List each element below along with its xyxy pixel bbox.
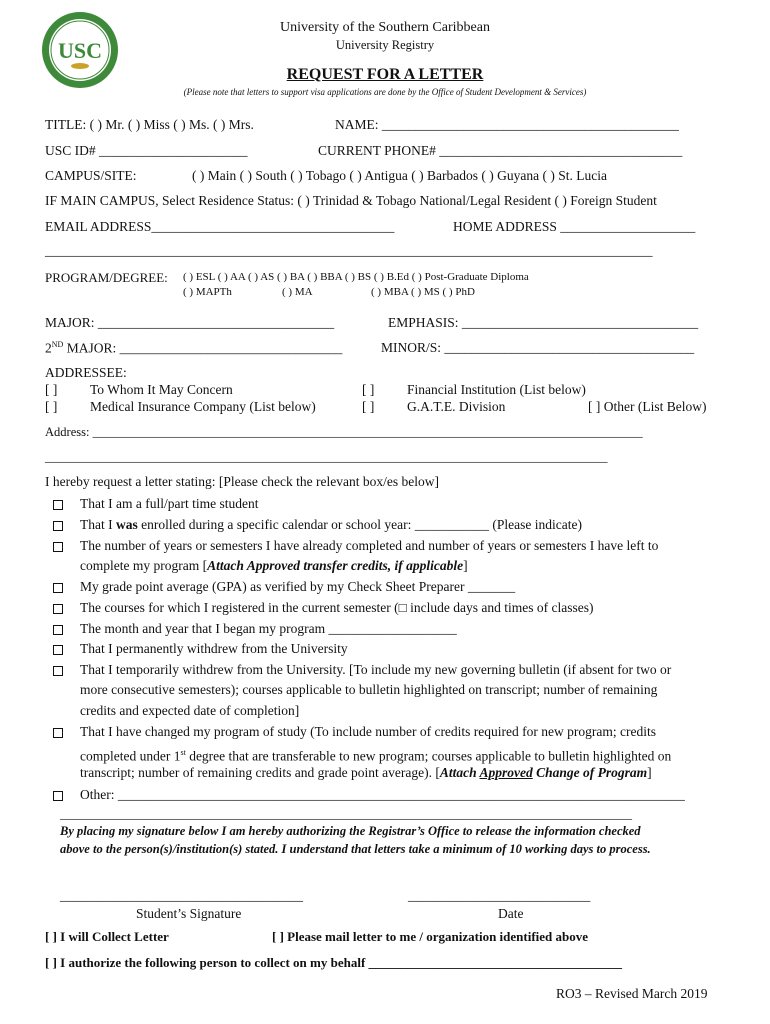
- title-options[interactable]: TITLE: ( ) Mr. ( ) Miss ( ) Ms. ( ) Mrs.: [45, 117, 254, 132]
- address-line-2[interactable]: __________________________________________________________________________________________: [45, 450, 608, 464]
- address-field[interactable]: Address: ________________________________________________________________________________________: [45, 425, 643, 439]
- minor-field[interactable]: MINOR/S: _____________________________________: [381, 340, 695, 355]
- signature-label: Student’s Signature: [136, 906, 242, 921]
- addressee-box[interactable]: [ ]: [362, 382, 375, 397]
- request-temporary-withdraw-cont: more consecutive semesters); courses applicable to bulletin highlighted on transcript; number of remaining: [80, 682, 658, 697]
- authorization-line1: By placing my signature below I am hereby authorizing the Registrar’s Office to release the information checked: [60, 824, 641, 838]
- emphasis-field[interactable]: EMPHASIS: ___________________________________: [388, 315, 699, 330]
- registry-name: University Registry: [335, 38, 435, 52]
- request-courses: The courses for which I registered in the current semester (□ include days and times of classes): [80, 600, 594, 615]
- program-option-ma[interactable]: ( ) MA: [282, 286, 313, 298]
- request-temporary-withdraw-cont2: credits and expected date of completion]: [80, 703, 300, 718]
- request-years-completed-cont: complete my program [Attach Approved transfer credits, if applicable]: [80, 558, 468, 573]
- svg-text:USC: USC: [57, 38, 103, 63]
- addressee-medical: Medical Insurance Company (List below): [90, 399, 316, 414]
- major-field[interactable]: MAJOR: ___________________________________: [45, 315, 335, 330]
- checkbox[interactable]: [53, 666, 63, 676]
- request-other-line2[interactable]: ________________________________________________________________________________________: [60, 806, 632, 821]
- addressee-other[interactable]: [ ] Other (List Below): [588, 399, 707, 414]
- request-permanent-withdraw: That I permanently withdrew from the University: [80, 641, 348, 656]
- authorize-option[interactable]: [ ] I authorize the following person to collect on my behalf _______________________________________: [45, 955, 623, 970]
- program-option-mapth[interactable]: ( ) MAPTh: [183, 286, 232, 298]
- request-enrolled: That I was enrolled during a specific calendar or school year: ___________ (Please indicate): [80, 517, 582, 532]
- checkbox[interactable]: [53, 645, 63, 655]
- request-full-part-time: That I am a full/part time student: [80, 496, 259, 511]
- checkbox[interactable]: [53, 728, 63, 738]
- addressee-box[interactable]: [ ]: [45, 382, 58, 397]
- checkbox[interactable]: [53, 500, 63, 510]
- checkbox[interactable]: [53, 625, 63, 635]
- signature-line[interactable]: ____________________________________: [60, 888, 303, 903]
- addressee-financial: Financial Institution (List below): [407, 382, 586, 397]
- request-changed-program: That I have changed my program of study (To include number of credits required for new program; credits: [80, 724, 656, 739]
- addressee-to-whom: To Whom It May Concern: [90, 382, 233, 397]
- addressee-box[interactable]: [ ]: [45, 399, 58, 414]
- usc-id-field[interactable]: USC ID# ______________________: [45, 143, 248, 158]
- checkbox[interactable]: [53, 542, 63, 552]
- checkbox[interactable]: [53, 583, 63, 593]
- page-title: REQUEST FOR A LETTER: [286, 66, 484, 83]
- mail-option[interactable]: [ ] Please mail letter to me / organization identified above: [272, 929, 589, 944]
- form-revision: RO3 – Revised March 2019: [556, 986, 708, 1001]
- request-intro: I hereby request a letter stating: [Please check the relevant box/es below]: [45, 474, 439, 489]
- checkbox[interactable]: [53, 604, 63, 614]
- checkbox[interactable]: [53, 521, 63, 531]
- home-address-line[interactable]: __________________________________________________________________________________________: [45, 243, 653, 258]
- request-other[interactable]: Other: ____________________________________________________________________________________: [80, 787, 685, 802]
- residence-status[interactable]: IF MAIN CAMPUS, Select Residence Status: ( ) Trinidad & Tobago National/Legal Resident ( ) Foreign Student: [45, 193, 657, 208]
- university-name: University of the Southern Caribbean: [280, 20, 490, 35]
- checkbox[interactable]: [53, 791, 63, 801]
- email-field[interactable]: EMAIL ADDRESS____________________________________: [45, 219, 395, 234]
- addressee-gate: G.A.T.E. Division: [407, 399, 506, 414]
- name-field[interactable]: NAME: ____________________________________________: [335, 117, 679, 132]
- program-label: PROGRAM/DEGREE:: [45, 270, 168, 285]
- second-major-field[interactable]: 2ND MAJOR: _________________________________: [45, 340, 343, 356]
- program-options-row2[interactable]: ( ) MBA ( ) MS ( ) PhD: [371, 286, 475, 298]
- request-changed-program-cont: completed under 1st degree that are transferable to new program; courses applicable to bulletin highlighted on: [80, 748, 672, 764]
- visa-note: (Please note that letters to support visa applications are done by the Office of Student Development & Services): [183, 87, 587, 97]
- collect-option[interactable]: [ ] I will Collect Letter: [45, 929, 169, 944]
- date-line[interactable]: ___________________________: [408, 888, 591, 903]
- campus-options[interactable]: ( ) Main ( ) South ( ) Tobago ( ) Antigua ( ) Barbados ( ) Guyana ( ) St. Lucia: [192, 168, 607, 183]
- request-began-program: The month and year that I began my program ___________________: [80, 621, 457, 636]
- request-changed-program-cont2: transcript; number of remaining credits and grade point average). [Attach Approved Change of Program]: [80, 765, 652, 780]
- request-years-completed: The number of years or semesters I have already completed and number of years or semesters I have left to: [80, 538, 659, 553]
- request-gpa: My grade point average (GPA) as verified by my Check Sheet Preparer _______: [80, 579, 516, 594]
- home-address-field[interactable]: HOME ADDRESS ____________________: [453, 219, 696, 234]
- phone-field[interactable]: CURRENT PHONE# ____________________________________: [318, 143, 683, 158]
- authorization-line2: above to the person(s)/institution(s) stated. I understand that letters take a minimum of 10 working days to process.: [60, 842, 651, 856]
- campus-label: CAMPUS/SITE:: [45, 168, 137, 183]
- program-options-row1[interactable]: ( ) ESL ( ) AA ( ) AS ( ) BA ( ) BBA ( ) BS ( ) B.Ed ( ) Post-Graduate Diploma: [183, 271, 529, 283]
- addressee-box[interactable]: [ ]: [362, 399, 375, 414]
- date-label: Date: [498, 906, 524, 921]
- addressee-label: ADDRESSEE:: [45, 365, 127, 380]
- request-temporary-withdraw: That I temporarily withdrew from the University. [To include my new governing bulletin (if absent for two or: [80, 662, 672, 677]
